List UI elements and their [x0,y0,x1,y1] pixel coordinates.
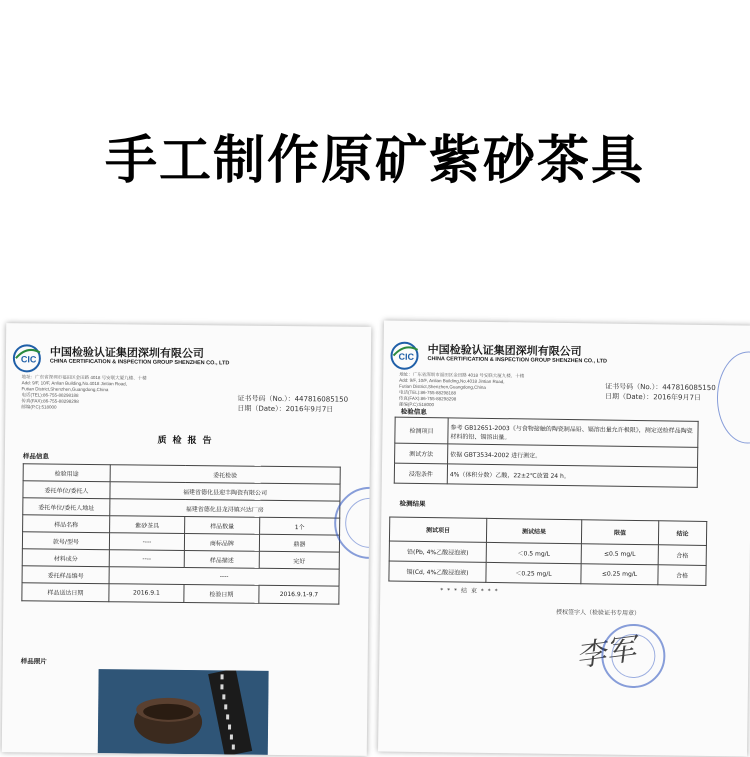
table-cell: 依据 GBT3534-2002 进行测定。 [448,444,698,467]
table-cell: 1个 [260,517,340,535]
table-cell: 2016.9.1 [109,584,184,603]
org-name-cn: 中国检验认证集团深圳有限公司 [427,343,582,359]
table-row [389,561,706,585]
table-cell: 紫砂茶具 [110,516,185,534]
table-cell: 4%（体积分数）乙酸，22±2℃放置 24 h。 [447,464,697,487]
org-name-en: CHINA CERTIFICATION & INSPECTION GROUP SHENZHEN CO., LTD [49,358,230,367]
cert-date [237,404,333,415]
test-results-table [388,517,707,586]
svg-text:CIC: CIC [20,354,37,365]
section-test-results: 检测结果 [399,499,426,509]
table-cell: 检验用途 [23,464,110,482]
table-header-cell: 结论 [658,521,706,546]
cert-number-label: 证书号码（No.）： [237,394,295,404]
table-row [22,583,339,604]
tel: 电话(TEL):86-755-88298188 [398,389,457,396]
table-cell: 样品送达日期 [22,583,109,602]
table-cell: 铅(Pb, 4%乙酸浸泡液) [389,541,486,562]
table-cell: ---- [109,533,184,551]
table-cell: 参考 GB12651-2003《与食物接触的陶瓷制品铅、镉溶出量允许极限》，测定送检样品陶瓷材料的铅、镉溶出量。 [448,418,698,447]
table-cell: 福建省德化县龙浔镇兴达厂房 [110,499,340,518]
sample-photo [98,669,269,755]
cert-date-label: 日期（Date）： [237,404,286,414]
report-title: 质检报告 [157,435,218,447]
end-of-report-mark: * * * 结 束 * * * [440,587,499,596]
table-cell: ＜0.5 mg/L [486,542,581,563]
org-name-en: CHINA CERTIFICATION & INSPECTION GROUP SHENZHEN CO., LTD [427,356,607,365]
table-cell: ＜0.25 mg/L [486,562,581,583]
table-cell: 镉(Cd, 4%乙酸浸泡液) [389,561,486,582]
section-sample-photo: 样品照片 [20,657,47,666]
table-cell: 委托单位/委托人 [23,481,110,499]
postcode: 邮编(P.C):518000 [21,404,57,410]
sample-info-table [21,463,340,604]
table-cell: 2016.9.1-9.7 [259,585,339,604]
table-cell: 商标品牌 [184,533,259,551]
cert-date-value: 2016年9月7日 [285,405,334,414]
teacup-photo-icon [98,669,269,755]
test-info-table [394,417,699,488]
postcode: 邮编(P.C):518000 [398,401,435,408]
cert-number-value: 447816085150 [294,395,349,404]
table-cell: 款号/型号 [22,532,109,550]
address-en-2: Futian District,Shenzhen,Guangdong,China [21,386,109,393]
address-en-2: Futian District,Shenzhen,Guangdong,China [399,383,486,390]
table-header-cell: 测试项目 [389,517,486,542]
banner-title: 手工制作原矿紫砂茶具 [104,131,645,191]
svg-text:CIC: CIC [398,351,415,362]
table-cell: 鼎器 [259,534,339,552]
official-stamp [601,624,666,689]
fax: 传真(FAX):86-755-88298298 [398,395,457,402]
table-cell: 测试方法 [395,443,448,464]
table-cell: 浸泡条件 [394,463,447,484]
org-name-cn: 中国检验认证集团深圳有限公司 [49,345,205,361]
address-en-1: Add: 9/F, 10/F, Anlian Building,No.4018 Jintian Road, [399,377,505,385]
cert-date-label: 日期（Date）： [604,392,654,402]
authorized-signer-label: 授权签字人（检验证书专用章） [555,608,641,618]
table-row [394,463,697,487]
cert-date [605,392,701,403]
cert-date-value: 2016年9月7日 [653,393,702,402]
fax: 传真(FAX):86-755-88298298 [21,398,79,404]
table-cell: 委托单位/委托人地址 [23,498,110,516]
document-header [389,341,750,416]
table-cell: 合格 [658,545,706,566]
address-cn: 地址：广东省深圳市福田区金田路 4018 号安联大厦九楼、十楼 [399,371,525,379]
test-results-page [378,320,750,756]
stamp-inner-ring [611,634,656,679]
ccic-logo-icon [389,341,423,371]
table-cell: 材料成分 [22,549,109,567]
table-cell: 样品数量 [185,516,260,534]
table-cell: 完好 [259,551,339,569]
table-cell: ≤0.5 mg/L [581,544,658,565]
address-cn: 地址：广东省深圳市福田区金田路 4018 号安联大厦九楼、十楼 [21,374,147,381]
table-cell: ≤0.25 mg/L [581,564,658,585]
inspection-report-page [2,323,371,756]
table-cell: 委托检验 [110,465,340,484]
table-cell: 检测项目 [395,417,448,444]
table-cell: 福建省德化县迎丰陶瓷有限公司 [110,482,340,501]
table-header-cell: 测试结果 [486,518,581,543]
signature: 李军 [573,631,638,675]
stamp-inner-ring [345,498,371,549]
table-cell: 检验日期 [184,584,259,603]
table-cell: 样品名称 [23,515,110,533]
section-sample-info: 样品信息 [22,452,49,461]
cert-number-label: 证书号码（No.）： [605,382,663,392]
section-test-info: 检验信息 [400,407,427,417]
table-cell: ---- [109,567,339,586]
table-cell: 样品描述 [184,550,259,568]
table-header-cell: 限值 [581,520,658,545]
ccic-logo-icon [12,343,46,373]
address-en-1: Add: 9/F, 10/F, Anlian Building,No.4018 Jintian Road, [21,380,127,387]
tel: 电话(TEL):86-755-88298188 [21,392,79,398]
table-cell: 合格 [658,565,706,586]
table-cell: 委托样品编号 [22,566,109,584]
cert-number-value: 447816085150 [662,383,716,393]
table-cell: ---- [109,550,184,568]
